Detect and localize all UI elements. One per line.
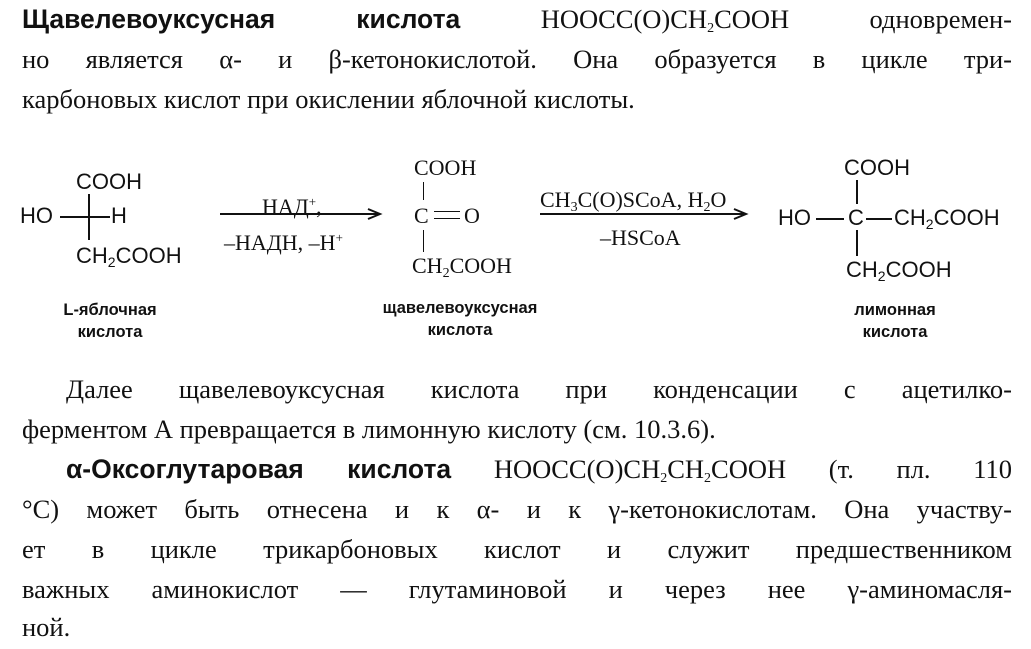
subscript: 2 — [660, 471, 668, 486]
subscript: 2 — [703, 200, 711, 215]
arrow2-bottom-label: –HSCoA — [600, 225, 681, 250]
para1-line1 — [22, 4, 1012, 44]
bond-line — [88, 194, 90, 240]
arrow-right-icon — [218, 206, 384, 222]
malic-ho: HO — [20, 203, 53, 228]
para2-line1 — [66, 374, 1012, 404]
text-run: НАД — [262, 194, 309, 219]
subscript: 2 — [707, 21, 715, 36]
text-run: COOH — [449, 253, 512, 278]
double-bond-line — [434, 218, 460, 219]
text-run: COOH — [933, 205, 1000, 230]
greek-gamma: γ — [608, 494, 621, 524]
bond-line — [816, 218, 844, 220]
malic-name-line1: L-яблочная — [63, 301, 157, 319]
oxalo-c: C — [414, 203, 429, 228]
para3-line1 — [66, 454, 1012, 494]
bond-line — [856, 230, 858, 256]
citric-ch2cooh-bottom — [846, 258, 952, 288]
formula-part: COOH одновремен- — [714, 4, 1012, 34]
text-run: -кетонокислотой. Она образуется в цикле три- — [341, 44, 1012, 74]
oxalo-name-line2: кислота — [427, 321, 493, 339]
formula-part: HOOCC(O)CH — [451, 454, 661, 484]
term-oxaloacetic-acid: Щавелевоуксусная кислота — [22, 4, 461, 34]
para3-line2 — [22, 494, 1012, 524]
text-run: ферментом А превращается в лимонную кислоту (см. 10.3.6). — [22, 414, 716, 444]
subscript: 2 — [704, 471, 712, 486]
text-run: COOH — [885, 257, 952, 282]
text-run: O — [710, 187, 727, 212]
text-run: –НАДН, –Н — [224, 230, 336, 255]
text-run: C(O)SCoA, H — [577, 187, 704, 212]
text-run: CH — [894, 205, 926, 230]
bond-line — [60, 216, 110, 218]
term-alpha-ketoglutaric-acid: α-Оксоглутаровая кислота — [66, 454, 452, 484]
formula-part: COOH (т. пл. 110 — [711, 454, 1012, 484]
text-run: , — [316, 194, 322, 219]
oxalo-ch2cooh — [412, 254, 512, 286]
double-bond-line — [434, 211, 460, 212]
malic-cooh: COOH — [76, 169, 142, 194]
greek-beta: β — [328, 44, 342, 74]
para3-line3 — [22, 534, 1012, 564]
oxalo-cooh: COOH — [414, 155, 477, 180]
citric-ch2cooh-right — [894, 206, 1000, 236]
oxalo-name-line1: щавелевоуксусная — [382, 299, 538, 317]
para1-line2 — [22, 44, 1012, 74]
greek-alpha: α — [476, 494, 491, 524]
citric-name-line1: лимонная — [854, 301, 936, 319]
greek-gamma: γ — [847, 574, 860, 604]
text-run: - и к — [490, 494, 609, 524]
bond-line — [423, 182, 424, 200]
arrow1-bottom-label — [224, 226, 343, 255]
text-run: ной. — [22, 612, 71, 642]
bond-line — [856, 180, 858, 204]
text-run: -кетонокислотам. Она участву- — [620, 494, 1012, 524]
citric-ho: HO — [778, 205, 811, 230]
formula-part: CH — [667, 454, 705, 484]
citric-c: C — [848, 205, 864, 230]
text-run: важных аминокислот — глутаминовой и через нее — [22, 574, 848, 604]
text-run: CH — [76, 243, 108, 268]
malic-h: H — [111, 203, 127, 228]
para3-line4 — [22, 574, 1012, 604]
superscript: + — [335, 230, 343, 245]
para3-line5 — [22, 612, 1012, 642]
text-run: - и — [233, 44, 329, 74]
text-run: °C) может быть отнесена и к — [22, 494, 477, 524]
malic-name-line2: кислота — [77, 323, 143, 341]
malic-ch2cooh — [76, 244, 182, 274]
text-run: CH — [540, 187, 571, 212]
superscript: + — [308, 194, 317, 209]
subscript: 2 — [877, 268, 886, 284]
arrow-right-icon — [538, 206, 750, 222]
oxalo-o: O — [464, 203, 480, 228]
formula-part: HOOCC(O)CH — [460, 4, 708, 34]
text-run: Далее щавелевоуксусная кислота при конденсации с ацетилко- — [66, 374, 1012, 404]
text-run: CH — [412, 253, 443, 278]
text-run: ет в цикле трикарбоновых кислот и служит предшественником — [22, 534, 1012, 564]
text-run: CH — [846, 257, 878, 282]
citric-cooh: COOH — [844, 155, 910, 180]
subscript: 3 — [570, 200, 578, 215]
text-run: карбоновых кислот при окислении яблочной кислоты. — [22, 84, 635, 114]
para1-line3 — [22, 84, 1012, 114]
subscript: 2 — [925, 216, 934, 232]
citric-name-line2: кислота — [862, 323, 928, 341]
para2-line2 — [22, 414, 1012, 444]
bond-line — [423, 230, 424, 252]
text-run: но является — [22, 44, 220, 74]
text-run: COOH — [115, 243, 182, 268]
subscript: 2 — [442, 266, 450, 281]
bond-line — [866, 218, 892, 220]
greek-alpha: α — [219, 44, 234, 74]
text-run: -аминомасля- — [859, 574, 1012, 604]
subscript: 2 — [107, 254, 116, 270]
